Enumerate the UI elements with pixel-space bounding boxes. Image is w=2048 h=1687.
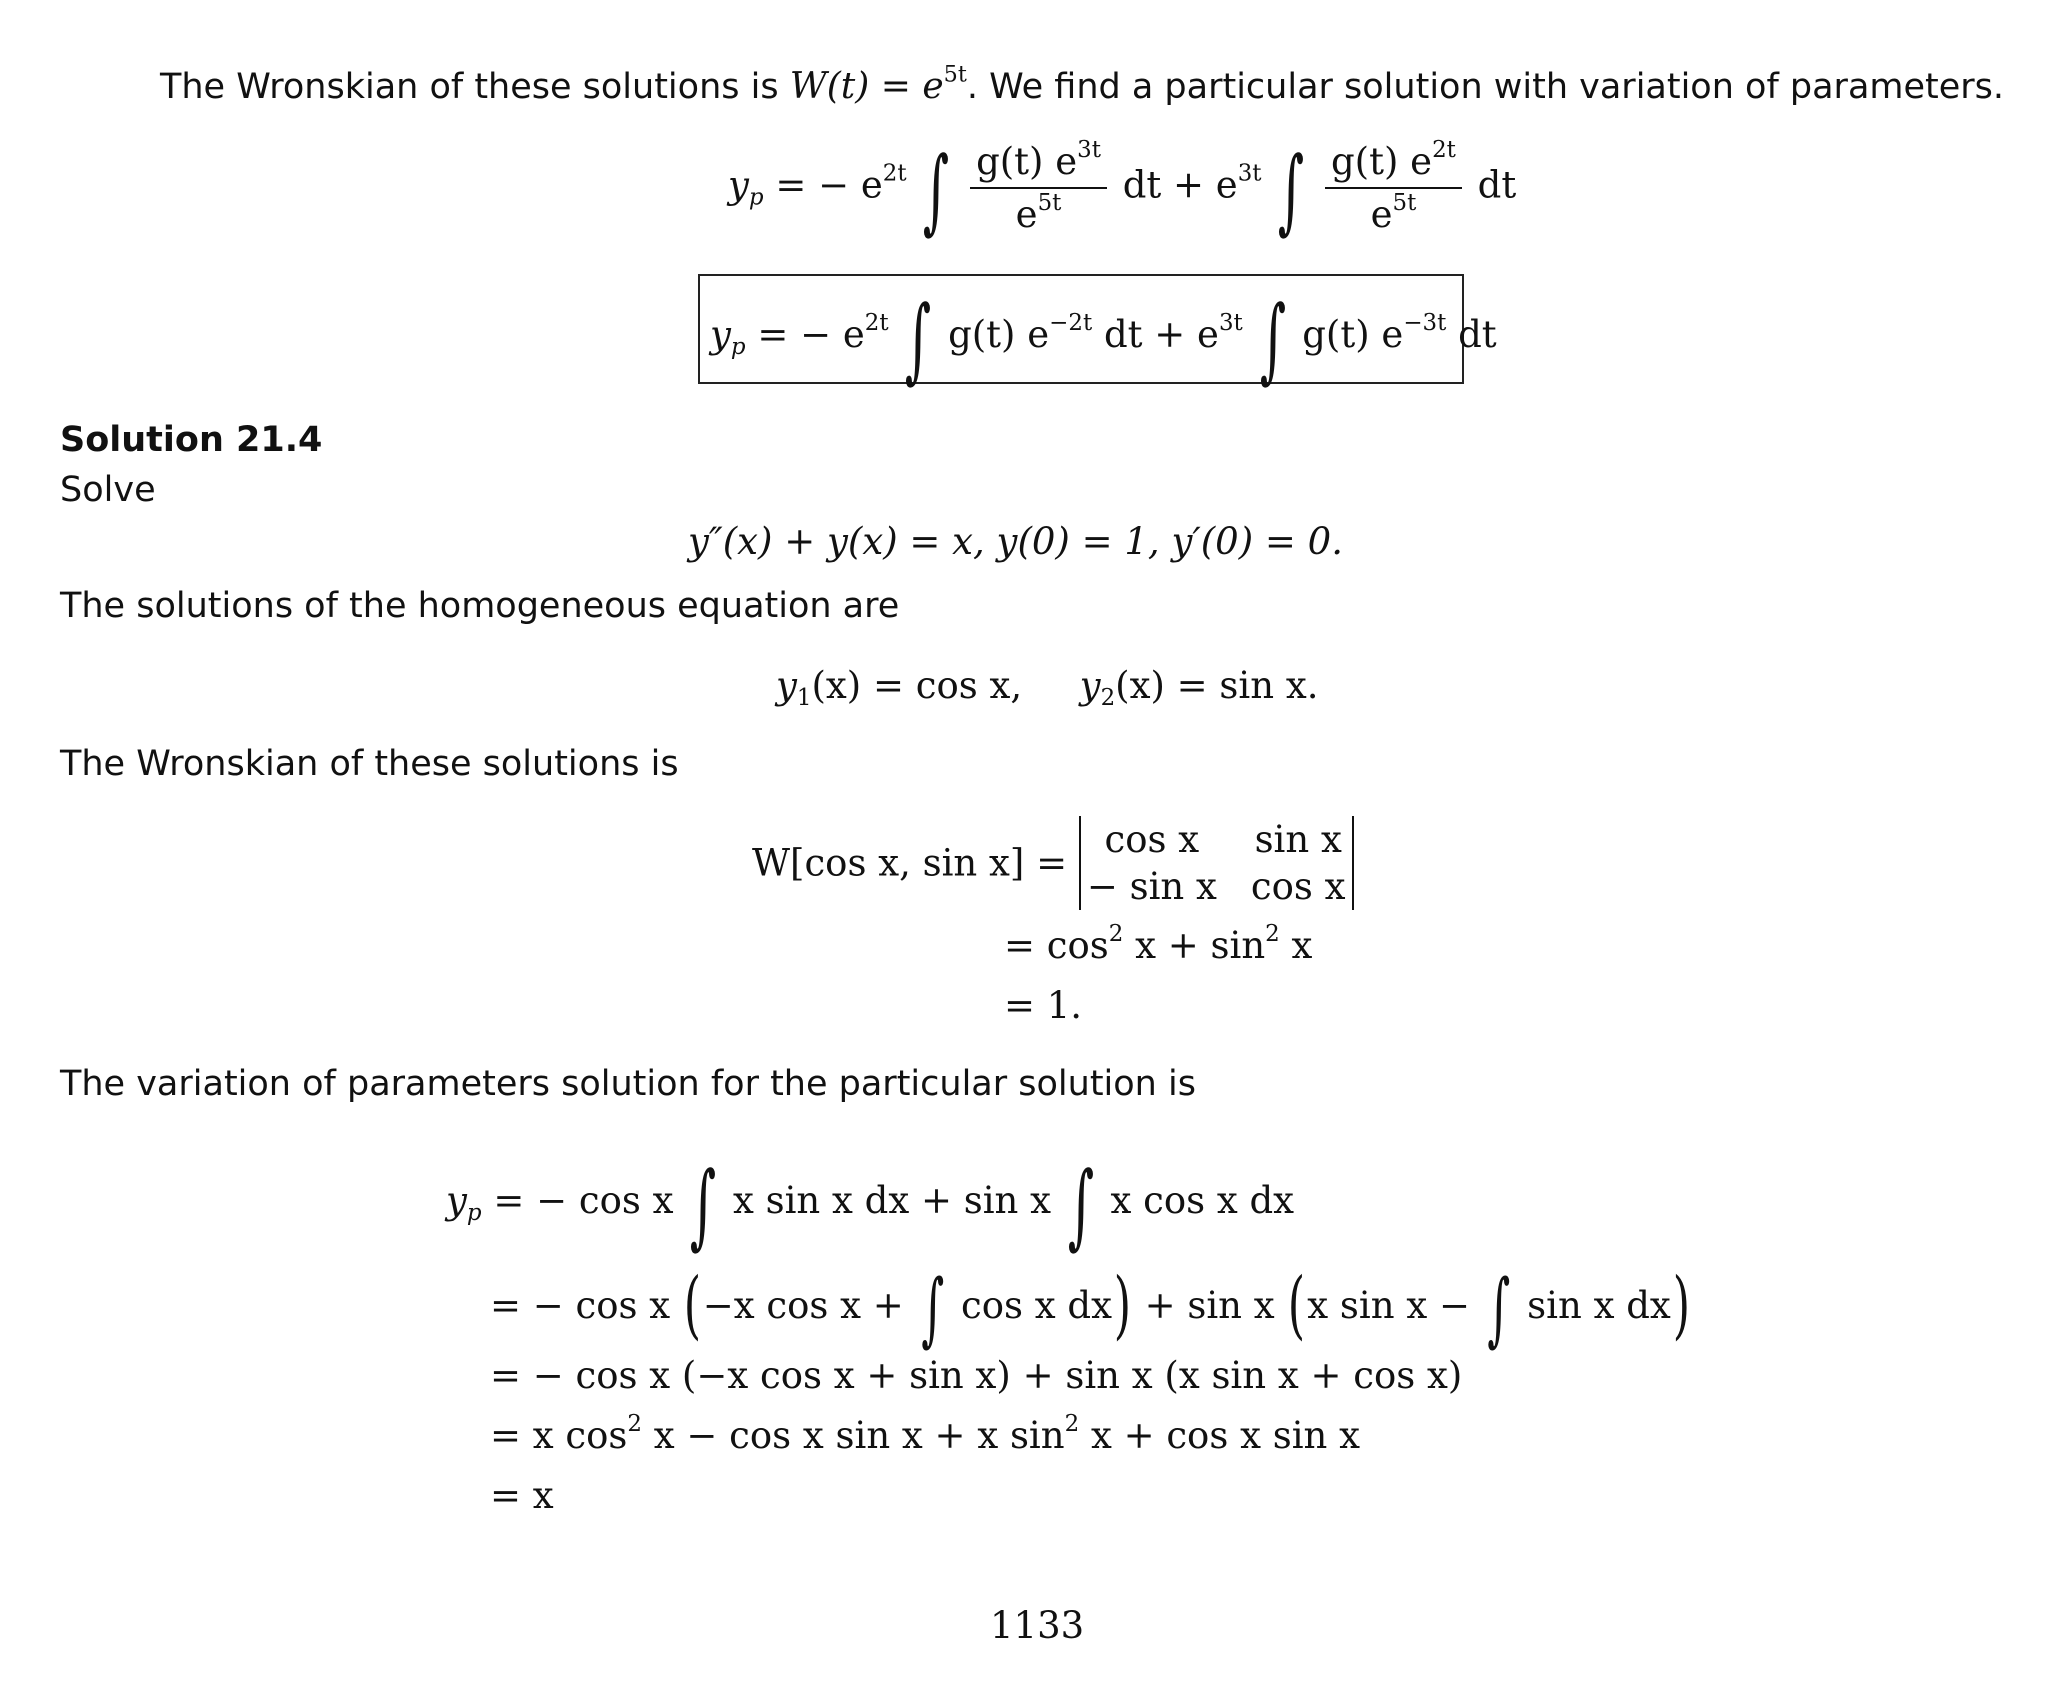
particular-solution-equation: $y_p$ = − $e^{2t}$ ∫ $\frac{g(t) e^{3t}}{e^{5t}}$ dt + $e^{3t}$ ∫ $\frac{g(t) e^{2t}}{e^{5t}}$ dt: [728, 136, 1517, 244]
integral-sign: ∫: [905, 286, 932, 393]
solve-label: Solve: [60, 470, 156, 510]
vop-line-1: $y_p$ = − cos x ∫ x sin x dx + sin x ∫ x cos x dx: [446, 1152, 1295, 1259]
integral-sign: ∫: [923, 136, 950, 244]
vop-line-4: = x $\cos^2 x - \cos x$ sin x + x $\sin^2 x + \cos x$ sin x: [490, 1410, 1360, 1457]
wronskian-line-2: = $\cos^2 x + \sin^2 x$: [1004, 920, 1313, 967]
vop-line-3: = − cos x (−x cos x + sin x) + sin x (x sin x + cos x): [490, 1354, 1463, 1397]
intro-line: [160, 61, 2005, 107]
intro-text-1: The Wronskian of these solutions is: [160, 67, 779, 107]
homogeneous-solutions: $y_1(x) = \cos x$, $y_2(x) = \sin x$.: [776, 664, 1319, 711]
homogeneous-text: The solutions of the homogeneous equation are: [60, 586, 900, 626]
integral-sign: ∫: [690, 1152, 717, 1259]
ode-equation: y″(x) + y(x) = x, y(0) = 1, y′(0) = 0.: [688, 520, 1343, 563]
integral-sign: ∫: [1067, 1152, 1094, 1259]
wronskian-determinant: W[cos x, sin x] = cos x sin x − sin x cos x: [752, 816, 1354, 910]
integral-sign: ∫: [1487, 1262, 1511, 1355]
integral-sign: ∫: [1278, 136, 1305, 244]
integral-sign: ∫: [920, 1262, 944, 1355]
vop-text: The variation of parameters solution for the particular solution is: [60, 1064, 1196, 1104]
fraction-2: $\frac{g(t) e^{2t}}{e^{5t}}$: [1325, 140, 1462, 236]
solution-heading: Solution 21.4: [60, 420, 323, 460]
determinant-matrix: cos x sin x − sin x cos x: [1079, 816, 1354, 910]
vop-line-5: = x: [490, 1474, 554, 1517]
page-number: 1133: [990, 1604, 1085, 1647]
vop-line-2: = − cos x (−x cos x + ∫ cos x dx) + sin x (x sin x − ∫ sin x dx): [490, 1262, 1690, 1355]
fraction-1: $\frac{g(t) e^{3t}}{e^{5t}}$: [970, 140, 1107, 236]
intro-text-2: . We find a particular solution with variation of parameters.: [966, 67, 2005, 107]
wronskian-text: The Wronskian of these solutions is: [60, 744, 679, 784]
intro-wronskian: $W(t) = e^{5t}$: [789, 61, 967, 107]
boxed-particular-solution: $y_p$ = − $e^{2t}$ ∫ g(t) $e^{-2t}$ dt + $e^{3t}$ ∫ g(t) $e^{-3t}$ dt: [698, 274, 1464, 384]
wronskian-line-3: = 1.: [1004, 984, 1083, 1027]
integral-sign: ∫: [1259, 286, 1286, 393]
